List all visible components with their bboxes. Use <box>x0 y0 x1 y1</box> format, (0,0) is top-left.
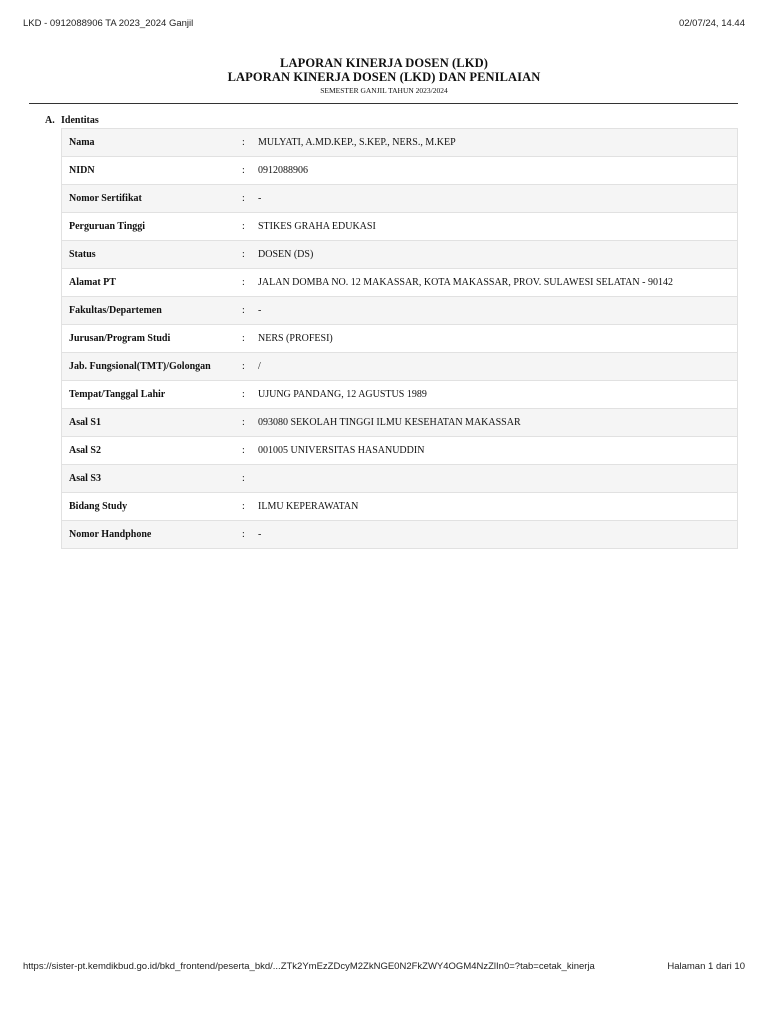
identity-separator: : <box>242 521 258 549</box>
identity-separator: : <box>242 465 258 493</box>
identity-row <box>62 325 738 353</box>
identity-separator: : <box>242 213 258 241</box>
identity-field-label: Asal S2 <box>62 437 243 465</box>
identity-separator: : <box>242 493 258 521</box>
identity-row <box>62 269 738 297</box>
identity-row <box>62 129 738 157</box>
section-a-title: Identitas <box>61 115 99 126</box>
identity-field-label: Nama <box>62 129 243 157</box>
identity-separator: : <box>242 185 258 213</box>
identity-field-label: Nomor Sertifikat <box>62 185 243 213</box>
identity-field-label: NIDN <box>62 157 243 185</box>
identity-separator: : <box>242 157 258 185</box>
identity-field-value: / <box>258 353 738 381</box>
identity-separator: : <box>242 129 258 157</box>
identity-row <box>62 157 738 185</box>
identity-field-value: - <box>258 297 738 325</box>
identity-row <box>62 493 738 521</box>
identity-row <box>62 353 738 381</box>
identity-field-value: STIKES GRAHA EDUKASI <box>258 213 738 241</box>
identity-field-label: Jab. Fungsional(TMT)/Golongan <box>62 353 243 381</box>
identity-field-label: Tempat/Tanggal Lahir <box>62 381 243 409</box>
section-a-heading <box>45 115 99 126</box>
identity-separator: : <box>242 353 258 381</box>
print-header <box>23 18 745 32</box>
identity-separator: : <box>242 269 258 297</box>
identity-separator: : <box>242 325 258 353</box>
section-a-number: A. <box>45 115 55 126</box>
identity-field-label: Status <box>62 241 243 269</box>
identity-field-value: MULYATI, A.MD.KEP., S.KEP., NERS., M.KEP <box>258 129 738 157</box>
identity-field-value: DOSEN (DS) <box>258 241 738 269</box>
identity-row <box>62 185 738 213</box>
identity-row <box>62 437 738 465</box>
identity-row <box>62 521 738 549</box>
identity-field-value: - <box>258 185 738 213</box>
identity-row <box>62 241 738 269</box>
identity-field-value: 0912088906 <box>258 157 738 185</box>
identity-separator: : <box>242 437 258 465</box>
identity-field-label: Bidang Study <box>62 493 243 521</box>
print-datetime: 02/07/24, 14.44 <box>678 18 745 29</box>
identity-table <box>61 128 738 549</box>
print-url: https://sister-pt.kemdikbud.go.id/bkd_frontend/peserta_bkd/...ZTk2YmEzZDcyM2ZkNGE0N2FkZWY4OGM4NzZlIn0=?tab=cetak_kinerja <box>23 961 595 972</box>
identity-field-value: - <box>258 521 738 549</box>
identity-field-value: 093080 SEKOLAH TINGGI ILMU KESEHATAN MAKASSAR <box>258 409 738 437</box>
identity-field-value: 001005 UNIVERSITAS HASANUDDIN <box>258 437 738 465</box>
report-heading <box>0 56 768 97</box>
identity-row <box>62 213 738 241</box>
identity-field-value <box>258 465 738 493</box>
identity-row <box>62 297 738 325</box>
identity-field-label: Jurusan/Program Studi <box>62 325 243 353</box>
identity-field-value: JALAN DOMBA NO. 12 MAKASSAR, KOTA MAKASSAR, PROV. SULAWESI SELATAN - 90142 <box>258 269 738 297</box>
identity-row <box>62 381 738 409</box>
print-doc-title: LKD - 0912088906 TA 2023_2024 Ganjil <box>23 18 194 29</box>
identity-separator: : <box>242 297 258 325</box>
heading-divider <box>29 103 738 104</box>
identity-row <box>62 465 738 493</box>
identity-separator: : <box>242 409 258 437</box>
report-semester: SEMESTER GANJIL TAHUN 2023/2024 <box>320 86 448 95</box>
report-title-line1: LAPORAN KINERJA DOSEN (LKD) <box>280 56 488 70</box>
identity-field-label: Alamat PT <box>62 269 243 297</box>
identity-field-value: ILMU KEPERAWATAN <box>258 493 738 521</box>
identity-field-value: NERS (PROFESI) <box>258 325 738 353</box>
identity-separator: : <box>242 381 258 409</box>
identity-field-label: Asal S1 <box>62 409 243 437</box>
identity-field-label: Asal S3 <box>62 465 243 493</box>
identity-field-label: Nomor Handphone <box>62 521 243 549</box>
identity-separator: : <box>242 241 258 269</box>
identity-field-label: Fakultas/Departemen <box>62 297 243 325</box>
identity-row <box>62 409 738 437</box>
report-title-line2: LAPORAN KINERJA DOSEN (LKD) DAN PENILAIAN <box>227 70 541 84</box>
identity-field-value: UJUNG PANDANG, 12 AGUSTUS 1989 <box>258 381 738 409</box>
print-footer <box>23 961 745 975</box>
print-page-number: Halaman 1 dari 10 <box>667 961 745 972</box>
identity-field-label: Perguruan Tinggi <box>62 213 243 241</box>
